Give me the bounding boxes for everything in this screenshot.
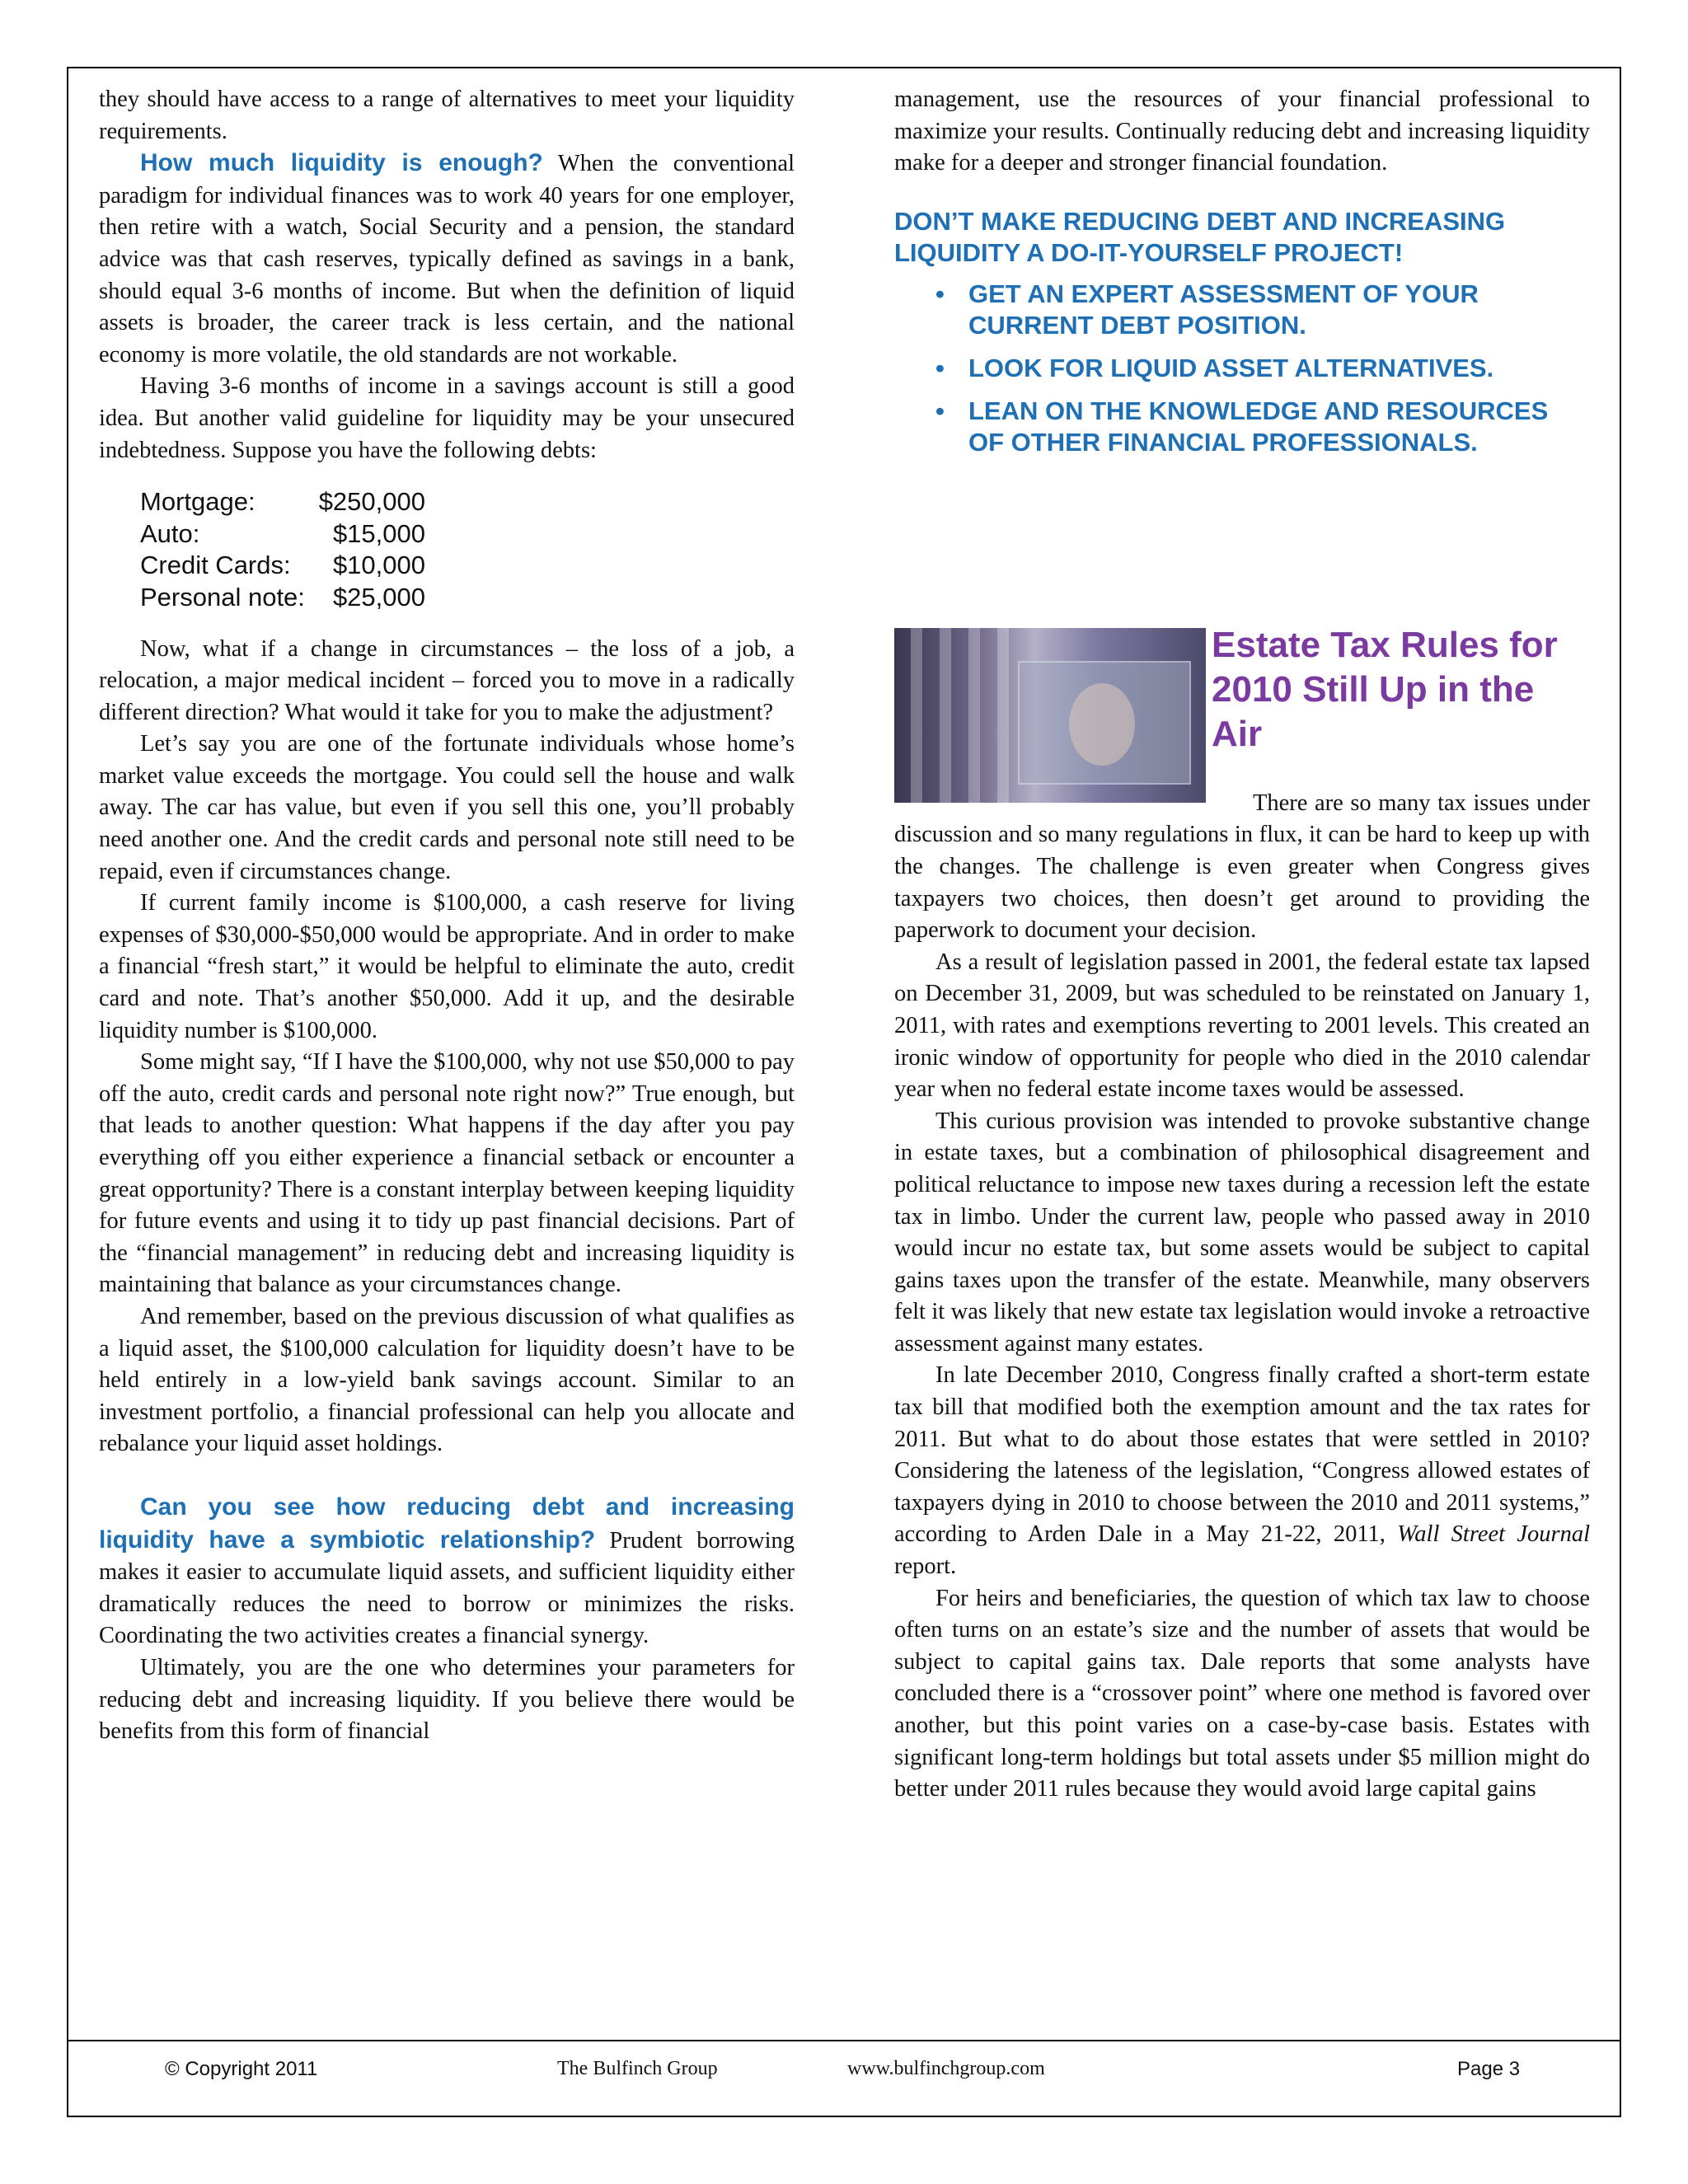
- debt-label: Mortgage:: [140, 487, 256, 517]
- callout-list: [894, 279, 1590, 458]
- columns-and-currency-image: [894, 628, 1206, 803]
- debt-row: [140, 518, 425, 551]
- question-text: When the conventional paradigm for individual finances was to work 40 years for one employer, then retire with a watch, Social Security and a pension, the standard advice was that cash reserves, typically defined as savings in a bank, should equal 3-6 months of income. But when the definition of liquid assets is broader, the career track is less certain, and the national economy is more volatile, the old standards are not workable.: [99, 151, 795, 368]
- question-lead-in: Can you see how reducing debt and increasing liquidity have a symbiotic relationship?: [99, 1493, 795, 1554]
- article-header: [894, 623, 1590, 788]
- footer-divider: [67, 2040, 1621, 2041]
- debt-list: [140, 486, 795, 613]
- article-paragraph: For heirs and beneficiaries, the question of which tax law to choose often turns on an estate’s size and the number of assets that would be subject to capital gains tax. Dale reports that some analysts have concluded there is a “crossover point” where one method is favored over another, but this point varies on a case-by-case basis. Estates with significant long-term holdings but total assets under $5 million might do better under 2011 rules because they would avoid large capital gains: [894, 1585, 1590, 1802]
- page-number: Page 3: [1457, 2058, 1521, 2080]
- article-title: Estate Tax Rules for 2010 Still Up in the Air: [1212, 624, 1558, 754]
- article-paragraph: There are so many tax issues under discussion and so many regulations in flux, it can be hard to keep up with the changes. The challenge is even greater when Congress gives taxpayers two choices, then doesn’t get around to providing the paperwork to document your decision.: [894, 790, 1590, 944]
- publication-name: Wall Street Journal: [1397, 1521, 1591, 1548]
- debt-label: Auto:: [140, 518, 200, 548]
- callout-item-text: LEAN ON THE KNOWLEDGE AND RESOURCES OF OTHER FINANCIAL PROFESSIONALS.: [968, 396, 1549, 457]
- debt-amount: $25,000: [332, 582, 425, 612]
- bullet-icon: •: [935, 353, 945, 382]
- body-paragraph: management, use the resources of your financial professional to maximize your results. Continually reducing debt and increasing liquidity make for a deeper and stronger financial foundation.: [894, 87, 1590, 176]
- body-paragraph: Ultimately, you are the one who determines your parameters for reducing debt and increasing liquidity. If you believe there would be benefits from this form of financial: [99, 1654, 795, 1745]
- body-paragraph: If current family income is $100,000, a cash reserve for living expenses of $30,000-$50,000 would be appropriate. And in order to make a financial “fresh start,” it would be helpful to eliminate the auto, credit card and note. That’s another $50,000. Add it up, and the desirable liquidity number is $100,000.: [99, 890, 795, 1043]
- debt-label: Personal note:: [140, 582, 305, 612]
- organization-name: The Bulfinch Group: [557, 2058, 718, 2079]
- debt-row: [140, 486, 425, 518]
- question-lead-in: How much liquidity is enough?: [140, 149, 543, 177]
- callout-item-text: LOOK FOR LIQUID ASSET ALTERNATIVES.: [968, 353, 1494, 382]
- body-paragraph: Now, what if a change in circumstances – the loss of a job, a relocation, a major medical incident – forced you to move in a radically different direction? What would it take for you to make the adjustment?: [99, 635, 795, 725]
- copyright-notice: © Copyright 2011: [165, 2058, 318, 2080]
- body-paragraph: they should have access to a range of alternatives to meet your liquidity requirements.: [99, 87, 795, 144]
- article-paragraph: As a result of legislation passed in 2001, the federal estate tax lapsed on December 31, 2009, but was scheduled to be reinstated on January 1, 2011, with rates and exemptions reverting to 2001 levels. This created an ironic window of opportunity for people who died in the 2010 calendar year when no federal estate income taxes would be assessed.: [894, 949, 1590, 1103]
- bullet-icon: •: [935, 279, 945, 308]
- debt-label: Credit Cards:: [140, 551, 291, 580]
- website-link[interactable]: www.bulfinchgroup.com: [847, 2058, 1045, 2079]
- callout-item: [894, 353, 1590, 384]
- body-paragraph: Some might say, “If I have the $100,000, why not use $50,000 to pay off the auto, credit cards and personal note right now?” True enough, but that leads to another question: What happens if the day after you pay everything off you either experience a financial setback or encounter a great opportunity? There is a constant interplay between keeping liquidity for future events and using it to tidy up past financial decisions. Part of the “financial management” in reducing debt and increasing liquidity is maintaining that balance as your circumstances change.: [99, 1049, 795, 1298]
- paragraph-gap: [99, 1460, 795, 1492]
- debt-amount: $15,000: [332, 518, 425, 548]
- body-paragraph: Let’s say you are one of the fortunate individuals whose home’s market value exceeds the mortgage. You could sell the house and walk away. The car has value, but even if you sell this one, you’ll probably need another one. And the credit cards and personal note still need to be repaid, even if circumstances change.: [99, 731, 795, 884]
- callout-item-text: GET AN EXPERT ASSESSMENT OF YOUR CURRENT DEBT POSITION.: [968, 279, 1479, 340]
- debt-amount: $250,000: [318, 487, 425, 517]
- article-paragraph: This curious provision was intended to provoke substantive change in estate taxes, but a combination of philosophical disagreement and political reluctance to impose new taxes during a recession left the estate tax in limbo. Under the current law, people who passed away in 2010 would incur no estate tax, but some assets would be subject to capital gains taxes upon the transfer of the estate. Meanwhile, many observers felt it was likely that new estate tax legislation would invoke a retroactive assessment against many estates.: [894, 1108, 1590, 1357]
- question-text: Prudent borrowing makes it easier to accumulate liquid assets, and sufficient liquidity either dramatically reduces the need to borrow or minimizes the risks. Coordinating the two activities creates a financial synergy.: [99, 1527, 795, 1649]
- page-footer: [0, 2058, 1688, 2091]
- debt-row: [140, 582, 425, 614]
- debt-amount: $10,000: [332, 551, 425, 580]
- callout-item: [894, 396, 1590, 458]
- body-paragraph: Having 3-6 months of income in a savings account is still a good idea. But another valid guideline for liquidity may be your unsecured indebtedness. Suppose you have the following debts:: [99, 373, 795, 463]
- bullet-icon: •: [935, 396, 945, 425]
- callout-heading: DON’T MAKE REDUCING DEBT AND INCREASING LIQUIDITY A DO-IT-YOURSELF PROJECT!: [894, 206, 1506, 267]
- question-paragraph: [99, 1492, 795, 1652]
- body-paragraph: And remember, based on the previous discussion of what qualifies as a liquid asset, the $100,000 calculation for liquidity doesn’t have to be held entirely in a low-yield bank savings account. Similar to an investment portfolio, a financial professional can help you allocate and rebalance your liquid asset holdings.: [99, 1303, 795, 1457]
- debt-row: [140, 550, 425, 582]
- article-text: In late December 2010, Congress finally crafted a short-term estate tax bill that modified both the exemption amount and the tax rates for 2011. But what to do about those estates that were settled in 2010? Considering the lateness of the legislation, “Congress allowed estates of taxpayers dying in 2010 to choose between the 2010 and 2011 systems,” according to Arden Dale in a May 21-22, 2011,: [894, 1362, 1590, 1548]
- callout-item: [894, 279, 1590, 341]
- left-column: [99, 84, 795, 1748]
- right-column: [894, 84, 1590, 1806]
- article-paragraph: [894, 1360, 1590, 1582]
- question-paragraph: [99, 148, 795, 371]
- article-text: report.: [894, 1554, 957, 1580]
